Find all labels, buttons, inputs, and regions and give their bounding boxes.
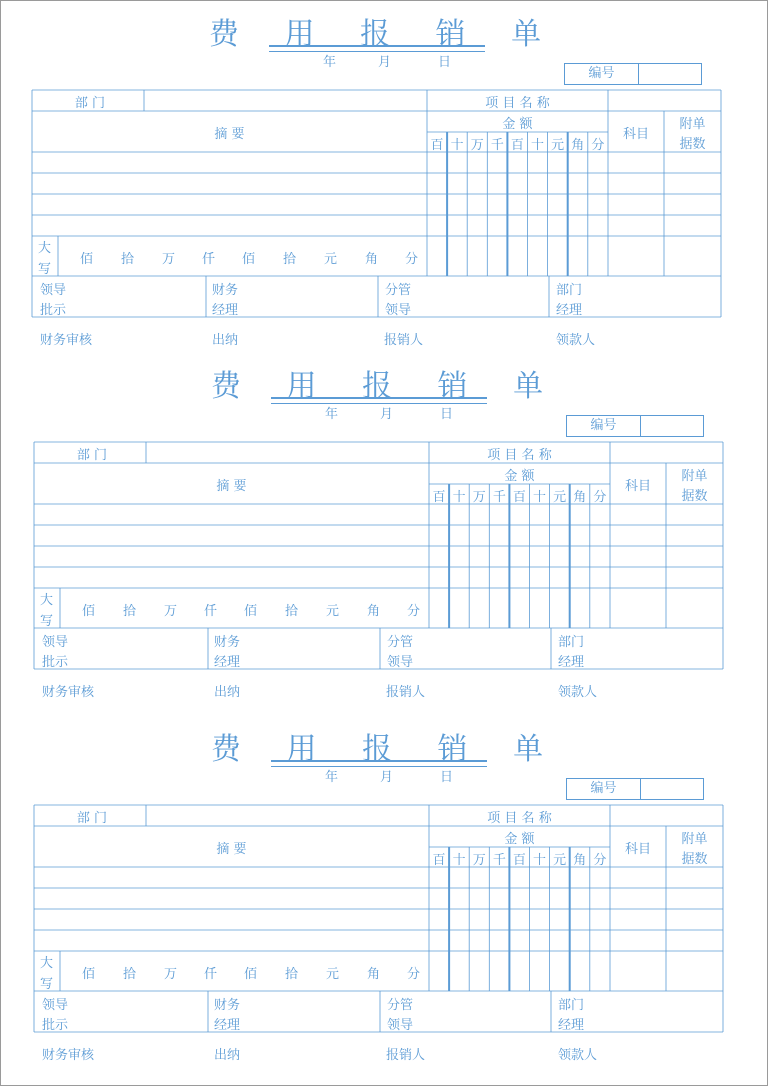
- capital-unit-3: 万: [162, 252, 176, 267]
- capital-label-bottom: 写: [40, 614, 54, 629]
- finance-review-label: 财务审核: [40, 333, 93, 348]
- leader-approval-label-top: 领导: [42, 998, 69, 1013]
- capital-unit-1: 佰: [80, 252, 94, 267]
- date-year: 年: [325, 407, 339, 422]
- attach-label-top: 附单: [681, 469, 708, 484]
- digit-header-4: 千: [492, 853, 506, 868]
- department-manager-label-bottom: 经理: [556, 303, 583, 318]
- form-title: 费 用 报 销 单: [210, 732, 562, 767]
- division-leader-label-top: 分管: [385, 283, 412, 298]
- date-year: 年: [323, 55, 337, 70]
- attach-label-top: 附单: [679, 117, 706, 132]
- capital-unit-1: 佰: [82, 967, 96, 982]
- digit-header-1: 百: [432, 853, 446, 868]
- digit-header-9: 分: [593, 853, 607, 868]
- cashier-label: 出纳: [212, 333, 239, 348]
- digit-header-5: 百: [512, 853, 526, 868]
- capital-unit-5: 佰: [242, 252, 256, 267]
- capital-unit-2: 拾: [123, 604, 137, 619]
- item-name-label: 项 目 名 称: [487, 811, 552, 826]
- digit-header-7: 元: [553, 853, 567, 868]
- claimant-label: 报销人: [384, 333, 424, 348]
- capital-unit-9: 分: [405, 252, 419, 267]
- capital-label-top: 大: [38, 241, 52, 256]
- department-label: 部 门: [76, 811, 108, 826]
- digit-header-3: 万: [472, 853, 486, 868]
- capital-unit-9: 分: [407, 967, 421, 982]
- subject-label: 科目: [624, 479, 651, 494]
- leader-approval-label-bottom: 批示: [42, 655, 69, 670]
- item-name-label: 项 目 名 称: [485, 96, 550, 111]
- division-leader-label-bottom: 领导: [387, 655, 414, 670]
- expense-voucher-form: [1, 716, 767, 1063]
- summary-label: 摘 要: [214, 127, 245, 142]
- summary-label: 摘 要: [216, 479, 247, 494]
- digit-header-1: 百: [432, 490, 446, 505]
- finance-review-label: 财务审核: [42, 1048, 95, 1063]
- date-month: 月: [380, 770, 394, 785]
- capital-label-bottom: 写: [38, 262, 52, 277]
- digit-header-7: 元: [553, 490, 567, 505]
- digit-header-9: 分: [591, 138, 605, 153]
- digit-header-5: 百: [510, 138, 524, 153]
- capital-unit-5: 佰: [244, 967, 258, 982]
- capital-unit-4: 仟: [204, 604, 218, 619]
- finance-manager-label-top: 财务: [214, 998, 241, 1013]
- capital-unit-4: 仟: [204, 967, 218, 982]
- payee-label: 领款人: [558, 685, 598, 700]
- capital-unit-2: 拾: [123, 967, 137, 982]
- amount-label: 金 额: [504, 469, 535, 484]
- capital-unit-8: 角: [365, 252, 379, 267]
- digit-header-6: 十: [533, 490, 547, 505]
- subject-label: 科目: [624, 842, 651, 857]
- capital-unit-7: 元: [326, 604, 340, 619]
- digit-header-8: 角: [573, 853, 587, 868]
- digit-header-2: 十: [452, 490, 466, 505]
- department-manager-label-bottom: 经理: [558, 655, 585, 670]
- voucher-table-grid: [1, 353, 767, 693]
- digit-header-2: 十: [452, 853, 466, 868]
- department-manager-label-top: 部门: [558, 635, 585, 650]
- digit-header-3: 万: [472, 490, 486, 505]
- capital-unit-9: 分: [407, 604, 421, 619]
- digit-header-5: 百: [512, 490, 526, 505]
- finance-manager-label-bottom: 经理: [214, 655, 241, 670]
- claimant-label: 报销人: [386, 1048, 426, 1063]
- capital-unit-7: 元: [326, 967, 340, 982]
- finance-manager-label-bottom: 经理: [212, 303, 239, 318]
- summary-label: 摘 要: [216, 842, 247, 857]
- capital-unit-4: 仟: [202, 252, 216, 267]
- digit-header-8: 角: [573, 490, 587, 505]
- digit-header-9: 分: [593, 490, 607, 505]
- capital-unit-7: 元: [324, 252, 338, 267]
- finance-manager-label-top: 财务: [212, 283, 239, 298]
- leader-approval-label-bottom: 批示: [42, 1018, 69, 1033]
- serial-label: 编号: [567, 416, 641, 436]
- capital-unit-2: 拾: [121, 252, 135, 267]
- capital-unit-5: 佰: [244, 604, 258, 619]
- form-title: 费 用 报 销 单: [210, 369, 562, 404]
- capital-unit-8: 角: [367, 967, 381, 982]
- leader-approval-label-bottom: 批示: [40, 303, 67, 318]
- item-name-label: 项 目 名 称: [487, 448, 552, 463]
- capital-label-bottom: 写: [40, 977, 54, 992]
- capital-unit-3: 万: [164, 604, 178, 619]
- leader-approval-label-top: 领导: [42, 635, 69, 650]
- leader-approval-label-top: 领导: [40, 283, 67, 298]
- capital-unit-6: 拾: [285, 604, 299, 619]
- finance-manager-label-bottom: 经理: [214, 1018, 241, 1033]
- division-leader-label-top: 分管: [387, 998, 414, 1013]
- serial-label: 编号: [565, 64, 639, 84]
- finance-manager-label-top: 财务: [214, 635, 241, 650]
- division-leader-label-bottom: 领导: [385, 303, 412, 318]
- division-leader-label-bottom: 领导: [387, 1018, 414, 1033]
- digit-header-1: 百: [430, 138, 444, 153]
- subject-label: 科目: [622, 127, 649, 142]
- capital-unit-3: 万: [164, 967, 178, 982]
- department-label: 部 门: [76, 448, 108, 463]
- attach-label-bottom: 据数: [681, 489, 708, 504]
- date-month: 月: [380, 407, 394, 422]
- date-year: 年: [325, 770, 339, 785]
- digit-header-2: 十: [450, 138, 464, 153]
- expense-voucher-form: [1, 1, 767, 348]
- voucher-table-grid: [1, 1, 767, 341]
- department-label: 部 门: [74, 96, 106, 111]
- date-day: 日: [438, 55, 452, 70]
- attach-label-top: 附单: [681, 832, 708, 847]
- division-leader-label-top: 分管: [387, 635, 414, 650]
- capital-unit-6: 拾: [283, 252, 297, 267]
- attach-label-bottom: 据数: [681, 852, 708, 867]
- digit-header-4: 千: [492, 490, 506, 505]
- claimant-label: 报销人: [386, 685, 426, 700]
- department-manager-label-bottom: 经理: [558, 1018, 585, 1033]
- amount-label: 金 额: [502, 117, 533, 132]
- serial-label: 编号: [567, 779, 641, 799]
- digit-header-6: 十: [533, 853, 547, 868]
- digit-header-3: 万: [470, 138, 484, 153]
- attach-label-bottom: 据数: [679, 137, 706, 152]
- digit-header-4: 千: [490, 138, 504, 153]
- voucher-table-grid: [1, 716, 767, 1056]
- capital-label-top: 大: [40, 956, 54, 971]
- cashier-label: 出纳: [214, 1048, 241, 1063]
- digit-header-7: 元: [551, 138, 565, 153]
- cashier-label: 出纳: [214, 685, 241, 700]
- amount-label: 金 额: [504, 832, 535, 847]
- capital-unit-1: 佰: [82, 604, 96, 619]
- digit-header-6: 十: [531, 138, 545, 153]
- finance-review-label: 财务审核: [42, 685, 95, 700]
- expense-voucher-form: [1, 353, 767, 700]
- payee-label: 领款人: [558, 1048, 598, 1063]
- digit-header-8: 角: [571, 138, 585, 153]
- form-title: 费 用 报 销 单: [208, 17, 560, 52]
- capital-unit-6: 拾: [285, 967, 299, 982]
- date-day: 日: [440, 407, 454, 422]
- payee-label: 领款人: [556, 333, 596, 348]
- capital-label-top: 大: [40, 593, 54, 608]
- department-manager-label-top: 部门: [558, 998, 585, 1013]
- date-day: 日: [440, 770, 454, 785]
- department-manager-label-top: 部门: [556, 283, 583, 298]
- capital-unit-8: 角: [367, 604, 381, 619]
- date-month: 月: [378, 55, 392, 70]
